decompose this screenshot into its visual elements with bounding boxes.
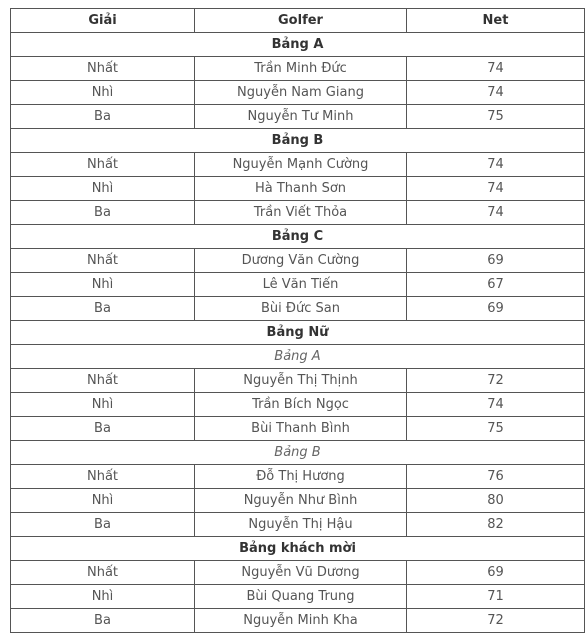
cell-golfer: Nguyễn Tư Minh [195, 105, 407, 129]
cell-rank: Nhất [11, 561, 195, 585]
table-row [11, 393, 585, 417]
cell-rank: Nhất [11, 465, 195, 489]
cell-rank: Ba [11, 201, 195, 225]
cell-golfer: Nguyễn Như Bình [195, 489, 407, 513]
cell-net: 82 [407, 513, 585, 537]
subgroup-title: Bảng B [11, 441, 585, 465]
table-row [11, 57, 585, 81]
cell-net: 69 [407, 249, 585, 273]
cell-rank: Nhì [11, 81, 195, 105]
cell-net: 80 [407, 489, 585, 513]
cell-golfer: Nguyễn Nam Giang [195, 81, 407, 105]
cell-golfer: Nguyễn Thị Hậu [195, 513, 407, 537]
group-header-row [11, 225, 585, 249]
cell-net: 74 [407, 153, 585, 177]
cell-golfer: Hà Thanh Sơn [195, 177, 407, 201]
cell-rank: Ba [11, 297, 195, 321]
cell-net: 74 [407, 177, 585, 201]
cell-net: 71 [407, 585, 585, 609]
group-title: Bảng khách mời [11, 537, 585, 561]
table-row [11, 273, 585, 297]
table-row [11, 201, 585, 225]
table-row [11, 81, 585, 105]
cell-golfer: Bùi Thanh Bình [195, 417, 407, 441]
table-row [11, 585, 585, 609]
cell-net: 74 [407, 393, 585, 417]
cell-golfer: Lê Văn Tiến [195, 273, 407, 297]
subgroup-header-row [11, 441, 585, 465]
cell-net: 76 [407, 465, 585, 489]
cell-rank: Nhất [11, 57, 195, 81]
table-row [11, 561, 585, 585]
cell-rank: Nhì [11, 177, 195, 201]
table-row [11, 513, 585, 537]
cell-net: 72 [407, 369, 585, 393]
results-table [10, 8, 585, 633]
table-row [11, 297, 585, 321]
cell-rank: Nhì [11, 585, 195, 609]
table-row [11, 105, 585, 129]
cell-net: 74 [407, 201, 585, 225]
cell-rank: Ba [11, 513, 195, 537]
cell-rank: Ba [11, 609, 195, 633]
cell-rank: Ba [11, 105, 195, 129]
cell-net: 75 [407, 105, 585, 129]
table-header-row [11, 9, 585, 33]
cell-golfer: Trần Viết Thỏa [195, 201, 407, 225]
group-header-row [11, 537, 585, 561]
subgroup-header-row [11, 345, 585, 369]
table-row [11, 177, 585, 201]
results-table-container [10, 8, 584, 633]
table-body [11, 33, 585, 633]
header-rank: Giải [11, 9, 195, 33]
cell-net: 69 [407, 297, 585, 321]
cell-golfer: Bùi Đức San [195, 297, 407, 321]
cell-net: 74 [407, 57, 585, 81]
header-golfer: Golfer [195, 9, 407, 33]
cell-net: 67 [407, 273, 585, 297]
header-net: Net [407, 9, 585, 33]
table-row [11, 609, 585, 633]
subgroup-title: Bảng A [11, 345, 585, 369]
cell-golfer: Nguyễn Thị Thịnh [195, 369, 407, 393]
cell-golfer: Nguyễn Vũ Dương [195, 561, 407, 585]
cell-net: 75 [407, 417, 585, 441]
table-row [11, 417, 585, 441]
cell-golfer: Nguyễn Minh Kha [195, 609, 407, 633]
cell-rank: Nhì [11, 393, 195, 417]
cell-rank: Nhì [11, 489, 195, 513]
cell-rank: Nhất [11, 369, 195, 393]
cell-net: 74 [407, 81, 585, 105]
table-row [11, 465, 585, 489]
cell-golfer: Nguyễn Mạnh Cường [195, 153, 407, 177]
group-title: Bảng B [11, 129, 585, 153]
table-row [11, 369, 585, 393]
cell-net: 72 [407, 609, 585, 633]
cell-golfer: Đỗ Thị Hương [195, 465, 407, 489]
group-header-row [11, 321, 585, 345]
cell-rank: Ba [11, 417, 195, 441]
table-row [11, 153, 585, 177]
cell-golfer: Trần Minh Đức [195, 57, 407, 81]
cell-rank: Nhất [11, 153, 195, 177]
cell-rank: Nhì [11, 273, 195, 297]
group-header-row [11, 33, 585, 57]
group-title: Bảng Nữ [11, 321, 585, 345]
table-row [11, 489, 585, 513]
table-row [11, 249, 585, 273]
group-title: Bảng A [11, 33, 585, 57]
cell-golfer: Bùi Quang Trung [195, 585, 407, 609]
cell-net: 69 [407, 561, 585, 585]
group-title: Bảng C [11, 225, 585, 249]
cell-rank: Nhất [11, 249, 195, 273]
cell-golfer: Trần Bích Ngọc [195, 393, 407, 417]
cell-golfer: Dương Văn Cường [195, 249, 407, 273]
group-header-row [11, 129, 585, 153]
